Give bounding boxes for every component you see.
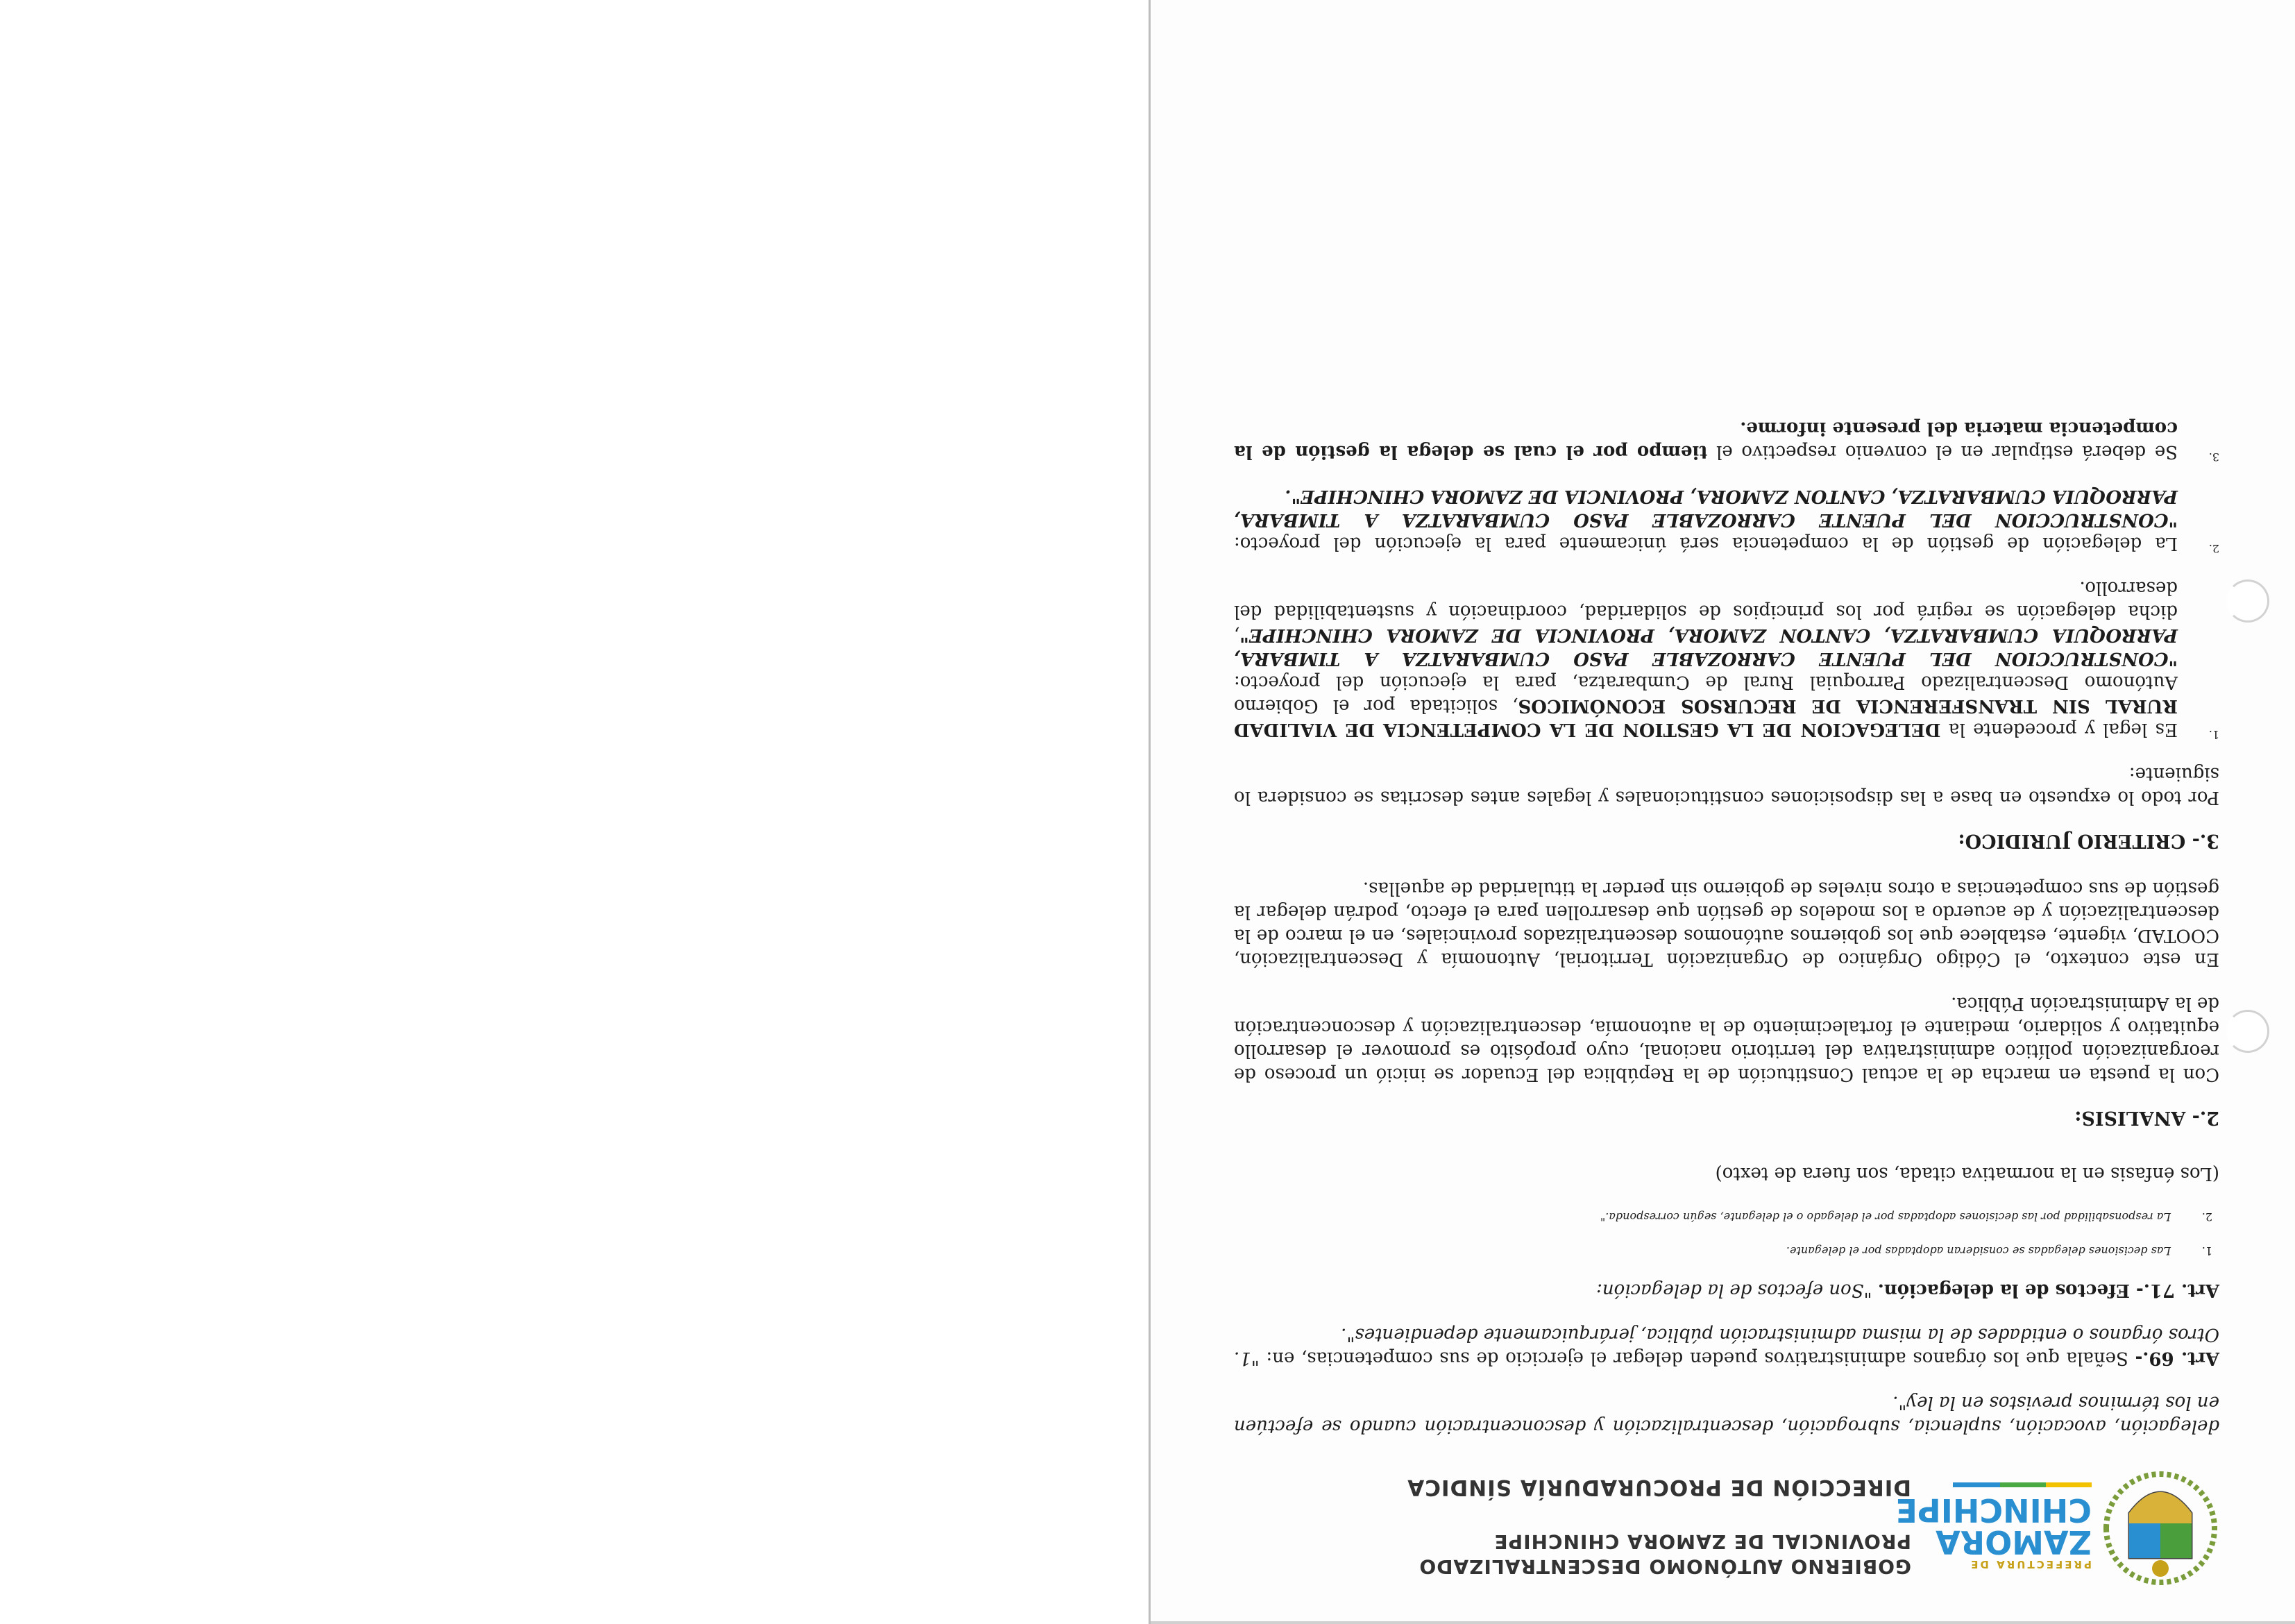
list-number: 3. [2208, 450, 2219, 464]
text-run: Se deberá estipular en el convenio respectivo el [1707, 441, 2178, 462]
art69-label: Art. 69.- [2135, 1348, 2219, 1369]
art69-text: Señala que los órganos administrativos pueden delegar el ejercicio de sus competencias, en: [1259, 1348, 2135, 1369]
project-name: "CONSTRUCCION DEL PUENTE CARROZABLE PASO CUMBARATZA A TIMBARA, PARROQUIA CUMBARATZA, CANTON ZAMORA, PROVINCIA DE ZAMORA CHINCHIPE" [1234, 625, 2178, 669]
brand-block [1895, 1483, 2092, 1571]
criterio-item-2-text [1234, 484, 2178, 555]
gov-line2: PROVINCIAL DE ZAMORA CHINCHIPE [1493, 1530, 1911, 1553]
art71-paragraph [1234, 1278, 2219, 1302]
list-number: 2. [2201, 1210, 2212, 1224]
brand-prefix: PREFECTURA DE [1969, 1558, 2092, 1571]
section-analisis-title: 2.- ANALISIS: [2074, 1107, 2219, 1128]
text-run: , solicitada por el Gobierno Autónomo Descentralizado Parroquial Rural de Cumbaratza, para la ejecución del proyecto: [1234, 672, 2178, 716]
criterio-item-2 [1234, 484, 2219, 555]
brand-stripe [1953, 1483, 2092, 1488]
art71-label: Art. 71.- Efectos de la delegación. [1877, 1280, 2219, 1301]
criterio-item-1 [1234, 576, 2219, 741]
list-item [1234, 1244, 2212, 1258]
analisis-paragraph-2: En este contexto, el Código Orgánico de Organización Territorial, Autonomía y Descentralización, COOTAD, vigente, establece que los gobiernos autónomos descentralizados provinciales, en el marco de la descentralización y de acuerdo a los modelos de gestión que desarrollen para el efecto, podrán delegar la gestión de sus competencias a otros niveles de gobierno sin perder la titularidad de aquellas. [1234, 878, 2219, 970]
rotated-document [1234, 0, 2219, 1624]
list-number: 1. [2201, 1244, 2212, 1258]
brand-name-line1: ZAMORA [1936, 1523, 2092, 1562]
art71-text: "Son efectos de la delegación: [1596, 1280, 1878, 1301]
criterio-item-1-text [1234, 576, 2178, 741]
emphasis-note: (Los énfasis en la normativa citada, son fuera de texto) [1715, 1163, 2219, 1184]
art69-paragraph [1234, 1323, 2219, 1370]
text-run: , dicha delegación se regirá por los principios de solidaridad, coordinación y sustentabilidad del desarrollo. [1234, 577, 2178, 645]
project-name: "CONSTRUCCION DEL PUENTE CARROZABLE PASO CUMBARATZA A TIMBARA, PARROQUIA CUMBARATZA, CANTON ZAMORA, PROVINCIA DE ZAMORA CHINCHIPE". [1234, 486, 2178, 530]
text-run-bold: DELEGACION DE LA GESTION DE LA COMPETENCIA DE VIALIDAD RURAL SIN TRANSFERENCIA DE RECURSOS ECONÓMICOS [1234, 695, 2178, 740]
text-run: Es legal y procedente la [1940, 719, 2178, 740]
punch-hole [2226, 1010, 2269, 1053]
list-number: 1. [2208, 728, 2219, 741]
text-run-bold: tiempo por el cual se delega la gestión de la competencia materia del presente informe. [1233, 418, 2178, 462]
art71-list [1234, 1210, 2219, 1258]
list-text: Las decisiones delegadas se consideran adoptadas por el delegante. [1786, 1244, 2171, 1258]
direction-title: DIRECCIÓN DE PROCURADURÍA SÍNDICA [1407, 1475, 1911, 1500]
gov-line1: GOBIERNO AUTÓNOMO DESCENTRALIZADO [1419, 1555, 1911, 1578]
art69-quote: "1. Otros órganos o entidades de la misma administración pública, jerárquicamente dependientes". [1234, 1324, 2219, 1369]
brand-name-line2: CHINCHIPE [1895, 1491, 2092, 1530]
section-criterio-title: 3.- CRITERIO JURIDICO: [1958, 830, 2219, 852]
criterio-item-3 [1234, 416, 2219, 464]
institution-title [1407, 1475, 1911, 1579]
list-number: 2. [2208, 542, 2219, 555]
list-item [1234, 1210, 2212, 1224]
criterio-intro: Por todo lo expuesto en base a las disposiciones constitucionales y legales antes descritas se considera lo siguiente: [1234, 763, 2219, 808]
list-text: La responsabilidad por las decisiones adoptadas por el delegado o el delegante, según corresponda." [1600, 1210, 2171, 1224]
intro-paragraph: delegación, avocación, suplencia, subrogación, descentralización y desconcentración cuando se efectúen en los términos previstos en la ley". [1234, 1392, 2219, 1437]
coat-of-arms-logo [2101, 1464, 2219, 1589]
criterio-item-3-text [1234, 416, 2178, 464]
text-run: La delegación de gestión de la competencia será únicamente para la ejecución del proyecto: [1234, 533, 2178, 554]
scanned-page [1149, 0, 2295, 1624]
analisis-paragraph-1: Con la puesta en marcha de la actual Constitución de la República del Ecuador se inició un proceso de reorganización político administrativa del territorio nacional, cuyo propósito es promover el desarrollo equitativo y solidario, mediante el fortalecimiento de la autonomía, descentralización y desconcentración de la Administración Pública. [1234, 993, 2219, 1085]
letterhead [1234, 1457, 2219, 1596]
punch-hole [2226, 580, 2269, 623]
